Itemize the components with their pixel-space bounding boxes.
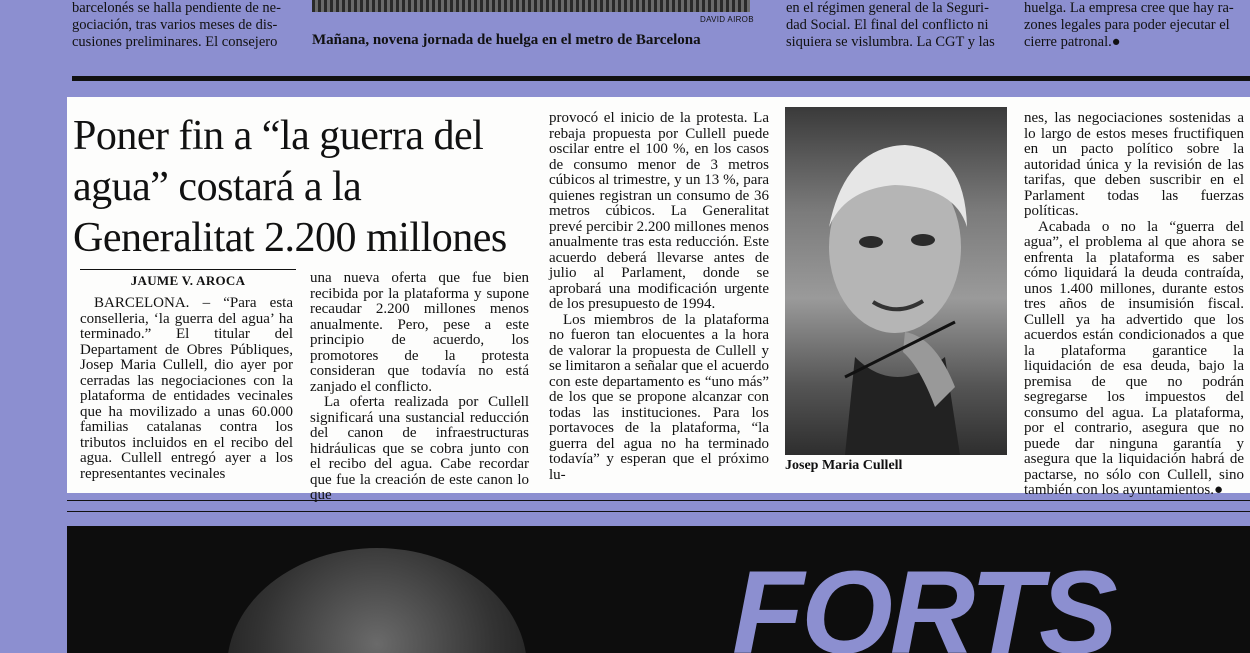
article — [67, 97, 1250, 503]
text-line: cusiones preliminares. El consejero — [72, 34, 278, 50]
bottom-photo — [67, 526, 1250, 653]
text-line: siquiera se vislumbra. La CGT y las — [786, 34, 995, 50]
bottom-photo-figure — [227, 548, 527, 653]
paragraph: Acabada o no la “guerra del agua”, el problema al que ahora se enfrenta la plataforma es saber cómo liquidará la deuda contraída, unos 1.400 millones, durante estos tres años de insumisión fiscal. Cullell ya ha advertido que los acuerdos están condicionados a que la plataforma garantice la liquidación de esa deuda, bajo la premisa de que no podrán segregarse los impuestos del consumo del agua. La plataforma, por el contrario, asegura que no puede dar ninguna garantía y asegura que la liquidación habrá de pactarse, no sólo con Cullell, sino también con los ayuntamientos.● — [1024, 218, 1244, 498]
top-column-4 — [1024, 0, 1250, 51]
column-4 — [1024, 111, 1244, 499]
paragraph: provocó el inicio de la protesta. La rebaja propuesta por Cullell puede oscilar entre el 100 %, en los casos de consumo menor de 3 metros cúbicos al trimestre, y un 13 %, para quienes registran un consumo de 36 metros cúbicos. La Generalitat prevé percibir 2.200 millones menos anualmente tras esta reducción. Este acuerdo deberá llevarse antes de julio al Parlament, donde se aprobará una modificación urgente de los presupuesto de 1994. — [549, 110, 769, 312]
portrait-caption: Josep Maria Cullell — [785, 458, 903, 473]
text-line: huelga. La empresa cree que hay ra- — [1024, 0, 1234, 16]
text-line: zones legales para poder ejecutar el — [1024, 17, 1230, 33]
portrait-illustration — [785, 107, 1007, 455]
text-line: gociación, tras varios meses de dis- — [72, 17, 278, 33]
byline-rule — [80, 269, 296, 270]
headline: Poner fin a “la guerra del agua” costará a la Generalitat 2.200 millones — [73, 113, 507, 261]
column-1 — [80, 296, 293, 482]
top-column-1 — [72, 0, 294, 51]
byline-block — [80, 269, 296, 289]
section-divider — [72, 76, 1250, 81]
top-strip — [0, 0, 1250, 52]
text-line: dad Social. El final del conflicto ni — [786, 17, 989, 33]
column-3 — [549, 111, 769, 483]
forts-title: FORTS — [732, 547, 1115, 653]
column-2 — [310, 271, 529, 504]
top-photo-caption: Mañana, novena jornada de huelga en el metro de Barcelona — [312, 32, 701, 48]
paragraph: La oferta realizada por Cullell significará una sustancial reducción del canon de infraestructuras hidráulicas que se cobra junto con el recibo del agua. Cabe recordar que fue la creación de este canon lo que — [310, 394, 529, 503]
top-photo — [312, 0, 750, 12]
portrait-photo — [785, 107, 1007, 455]
top-column-3 — [786, 0, 1008, 51]
text-line: cierre patronal.● — [1024, 34, 1121, 50]
text-line: en el régimen general de la Seguri- — [786, 0, 989, 16]
byline: JAUME V. AROCA — [130, 273, 246, 288]
paragraph: BARCELONA. – “Para esta conselleria, ‘la guerra del agua’ ha terminado.” El titular del Departament de Obres Públiques, Josep Maria Cullell, dio ayer por cerradas las negociaciones con la plataforma de entidades vecinales que ha movilizado a unas 60.000 familias catalanas contra los tributos incluidos en el recibo del agua. Cullell entregó ayer a los representantes vecinales — [80, 295, 293, 482]
double-rule — [67, 500, 1250, 512]
text-line: barcelonés se halla pendiente de ne- — [72, 0, 281, 16]
paragraph: Los miembros de la plataforma no fueron tan elocuentes a la hora de valorar la propuesta de Cullell y se limitaron a señalar que el acuerdo con este departamento es “uno más” de los que se propone alcanzar con todas las instituciones. Para los portavoces de la plataforma, “la guerra del agua no ha terminado todavía” y esperan que el próximo lu- — [549, 311, 769, 483]
paragraph: una nueva oferta que fue bien recibida por la plataforma y supone recaudar 2.200 millones menos anualmente. Pero, pese a este principio de acuerdo, los promotores de la protesta consideran que todavía no está zanjado el conflicto. — [310, 270, 529, 395]
photo-credit: DAVID AIROB — [700, 15, 754, 24]
paragraph: nes, las negociaciones sostenidas a lo largo de estos meses fructifiquen en un pacto político sobre la autoridad única y la revisión de las tarifas, que deben suscribir en el Parlament todas las fuerzas políticas. — [1024, 110, 1244, 219]
